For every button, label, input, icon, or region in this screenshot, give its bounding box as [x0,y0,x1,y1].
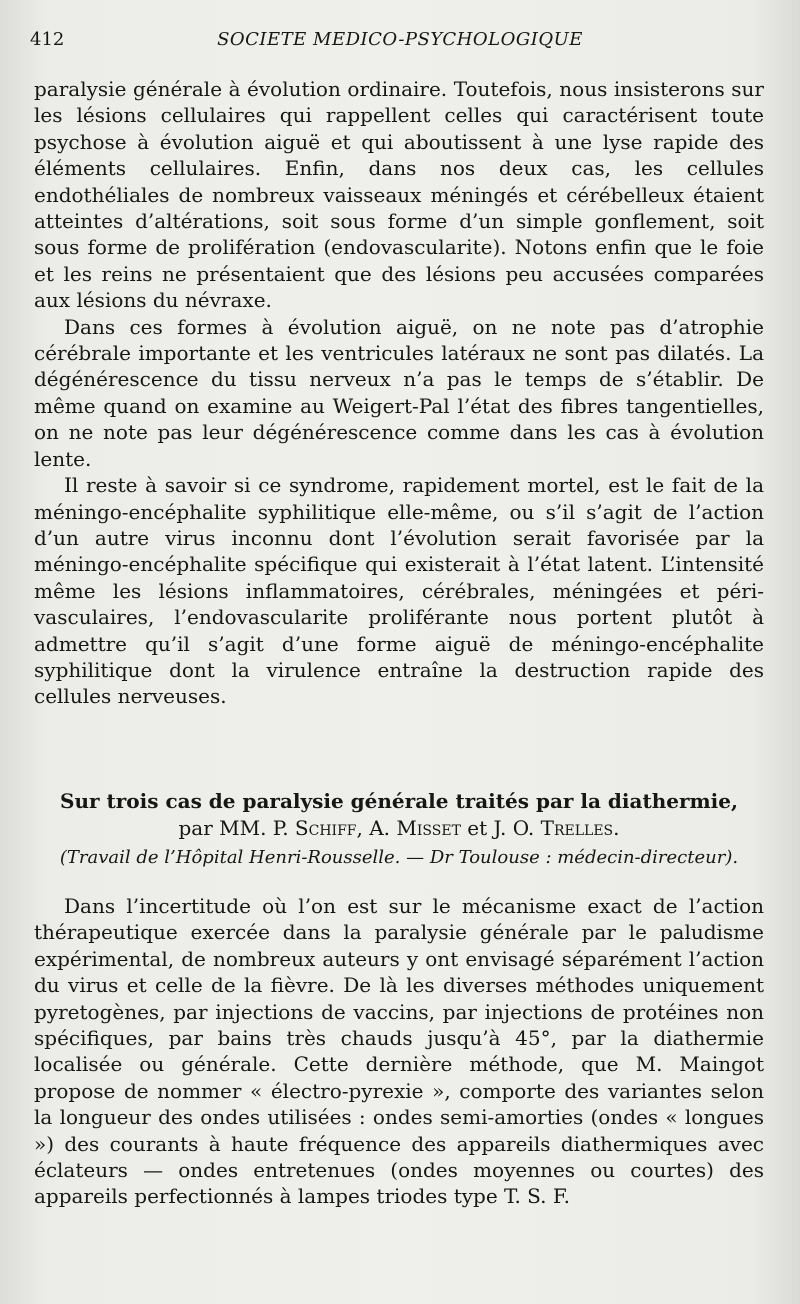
previous-article-text [34,76,764,710]
author-separator: , [356,816,363,840]
author-initial: A. [369,816,391,840]
paragraph: paralysie générale à évolution ordinaire. Toutefois, nous insisterons sur les lésions cellulaires qui rappellent celles qui caractérisent toute psychose à évolution aiguë et qui aboutissent à une lyse rapide des éléments cellulaires. Enfin, dans nos deux cas, les cellules endothéliales de nombreux vaisseaux méningés et cérébelleux étaient atteintes d’altérations, soit sous forme d’un simple gonflement, soit sous forme de prolifération (endovascularite). Notons enfin que le foie et les reins ne présentaient que des lésions peu accusées comparées aux lésions du névraxe. [34,77,764,313]
article-authors [34,815,764,842]
authors-prefix: par MM. [178,816,267,840]
author-initial: P. [272,816,289,840]
page-number: 412 [30,29,65,50]
article-body [34,893,764,1210]
author-surname: Misset [396,816,461,840]
author-separator: et [467,816,488,840]
paragraph: Il reste à savoir si ce syndrome, rapidement mortel, est le fait de la méningo-encéphalite syphilitique elle-même, ou s’il s’agit de l’action d’un autre virus inconnu dont l’évolution serait favorisée par la méningo-encéphalite spécifique qui existerait à l’état latent. L’intensité même les lésions inflammatoires, cérébrales, méningées et péri-vasculaires, l’endovascularite proliférante nous portent plutôt à admettre qu’il s’agit d’une forme aiguë de méningo-encéphalite syphilitique dont la virulence entraîne la destruction rapide des cellules nerveuses. [34,473,764,709]
article-affiliation: (Travail de l’Hôpital Henri-Rousselle. — Dr Toulouse : médecin-directeur). [59,847,739,868]
article-title: Sur trois cas de paralysie générale traités par la diathermie, [60,789,738,813]
author-surname: Schiff [294,816,357,840]
new-article [34,788,764,1210]
author-initial: J. O. [493,816,535,840]
journal-title: SOCIETE MEDICO-PSYCHOLOGIQUE [217,29,583,50]
authors-end: . [613,816,620,840]
author-surname: Trelles [540,816,614,840]
running-head [30,28,770,52]
paragraph: Dans ces formes à évolution aiguë, on ne note pas d’atrophie cérébrale importante et les ventricules latéraux ne sont pas dilatés. La dégénérescence du tissu nerveux n’a pas le temps de s’établir. De même quand on examine au Weigert-Pal l’état des fibres tangentielles, on ne note pas leur dégénérescence comme dans les cas à évolution lente. [34,314,764,471]
paragraph: Dans l’incertitude où l’on est sur le mécanisme exact de l’action thérapeutique exercée dans la paralysie générale par le paludisme expérimental, de nombreux auteurs y ont envisagé séparément l’action du virus et celle de la fièvre. De là les diverses méthodes uniquement pyretogènes, par injections de vaccins, par injections de protéines non spécifiques, par bains très chauds jusqu’à 45°, par la diathermie localisée ou générale. Cette dernière méthode, que M. Maingot propose de nommer « électro-pyrexie », comporte des variantes selon la longueur des ondes utilisées : ondes semi-amorties (ondes « longues ») des courants à haute fréquence des appareils diathermiques avec éclateurs — ondes entretenues (ondes moyennes ou courtes) des appareils perfectionnés à lampes triodes type T. S. F. [34,894,764,1209]
